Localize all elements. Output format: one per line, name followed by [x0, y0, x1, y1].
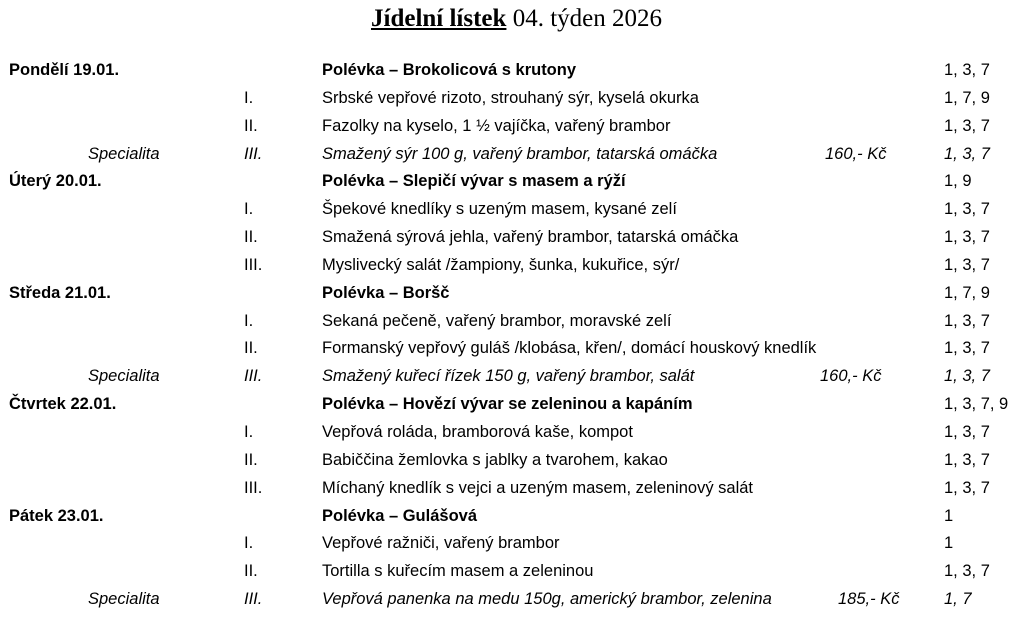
meal-number: II. — [244, 116, 258, 135]
allergens: 1, 3, 7 — [944, 61, 990, 79]
allergens: 1, 9 — [944, 172, 972, 191]
meal-row — [0, 419, 1033, 447]
allergens: 1, 3, 7 — [944, 367, 990, 386]
allergens: 1 — [944, 534, 954, 553]
allergens: 1, 7, 9 — [944, 88, 990, 107]
meal-name: Míchaný knedlík s vejci a uzeným masem, zeleninový salát — [322, 478, 754, 497]
meal-number: III. — [244, 478, 263, 497]
meal-row — [0, 530, 1033, 558]
meal-name: Vepřová panenka na medu 150g, americký brambor, zelenina — [322, 590, 772, 609]
meal-number: II. — [244, 339, 258, 358]
soup-name: Polévka – Slepičí vývar s masem a rýží — [322, 172, 626, 191]
specialty-label: Specialita — [88, 590, 160, 609]
meal-row — [0, 363, 1033, 391]
meal-row — [0, 308, 1033, 336]
meal-name: Formanský vepřový guláš /klobása, křen/, domácí houskový knedlík — [322, 339, 817, 358]
meal-row — [0, 586, 1033, 614]
allergens: 1, 7 — [944, 590, 972, 609]
menu-list — [0, 57, 1033, 614]
meal-number: I. — [244, 534, 254, 553]
allergens: 1, 3, 7 — [944, 450, 990, 469]
meal-row — [0, 475, 1033, 503]
meal-row — [0, 558, 1033, 586]
meal-row — [0, 252, 1033, 280]
allergens: 1, 3, 7 — [944, 478, 990, 497]
specialty-label: Specialita — [88, 367, 160, 386]
meal-name: Smažený sýr 100 g, vařený brambor, tatarská omáčka — [322, 144, 718, 163]
allergens: 1, 3, 7 — [944, 562, 990, 581]
specialty-label: Specialita — [88, 144, 160, 163]
allergens: 1, 3, 7 — [944, 422, 990, 441]
day-name: Pátek 23.01. — [9, 506, 104, 525]
allergens: 1, 3, 7 — [944, 116, 990, 135]
meal-name: Vepřová roláda, bramborová kaše, kompot — [322, 422, 633, 441]
meal-number: III. — [244, 144, 263, 163]
meal-name: Fazolky na kyselo, 1 ½ vajíčka, vařený brambor — [322, 116, 671, 135]
meal-name: Smažený kuřecí řízek 150 g, vařený brambor, salát — [322, 367, 695, 386]
meal-row — [0, 196, 1033, 224]
meal-name: Smažená sýrová jehla, vařený brambor, tatarská omáčka — [322, 228, 739, 247]
title-main: Jídelní lístek — [371, 5, 507, 32]
allergens: 1, 3, 7 — [944, 200, 990, 219]
soup-name: Polévka – Boršč — [322, 283, 450, 302]
meal-number: II. — [244, 228, 258, 247]
meal-number: I. — [244, 422, 254, 441]
day-soup-row — [0, 391, 1033, 419]
meal-number: III. — [244, 255, 263, 274]
meal-number: I. — [244, 200, 254, 219]
meal-number: I. — [244, 311, 254, 330]
allergens: 1, 3, 7 — [944, 311, 990, 330]
allergens: 1, 3, 7, 9 — [944, 395, 1009, 414]
day-name: Pondělí 19.01. — [9, 61, 120, 79]
meal-price: 160,- Kč — [820, 367, 882, 386]
meal-name: Špekové knedlíky s uzeným masem, kysané zelí — [322, 200, 677, 219]
meal-row — [0, 141, 1033, 169]
day-name: Středa 21.01. — [9, 283, 111, 302]
soup-name: Polévka – Brokolicová s krutony — [322, 61, 577, 79]
allergens: 1, 3, 7 — [944, 144, 990, 163]
meal-row — [0, 113, 1033, 141]
meal-number: I. — [244, 88, 254, 107]
meal-name: Tortilla s kuřecím masem a zeleninou — [322, 562, 594, 581]
soup-name: Polévka – Gulášová — [322, 506, 478, 525]
day-name: Úterý 20.01. — [9, 172, 102, 191]
meal-row — [0, 224, 1033, 252]
meal-price: 160,- Kč — [825, 144, 887, 163]
allergens: 1, 3, 7 — [944, 255, 990, 274]
meal-row — [0, 335, 1033, 363]
meal-name: Myslivecký salát /žampiony, šunka, kukuřice, sýr/ — [322, 255, 680, 274]
allergens: 1, 3, 7 — [944, 228, 990, 247]
day-soup-row — [0, 280, 1033, 308]
allergens: 1, 3, 7 — [944, 339, 990, 358]
meal-name: Sekaná pečeně, vařený brambor, moravské zelí — [322, 311, 672, 330]
meal-row — [0, 85, 1033, 113]
allergens: 1, 7, 9 — [944, 283, 990, 302]
meal-row — [0, 447, 1033, 475]
page-title — [0, 3, 1033, 35]
soup-name: Polévka – Hovězí vývar se zeleninou a kapáním — [322, 395, 693, 414]
meal-number: II. — [244, 450, 258, 469]
day-soup-row — [0, 503, 1033, 531]
meal-number: III. — [244, 590, 263, 609]
allergens: 1 — [944, 506, 954, 525]
day-soup-row — [0, 57, 1033, 85]
day-soup-row — [0, 168, 1033, 196]
meal-name: Vepřové ražniči, vařený brambor — [322, 534, 560, 553]
meal-name: Srbské vepřové rizoto, strouhaný sýr, kyselá okurka — [322, 88, 699, 107]
meal-name: Babiččina žemlovka s jablky a tvarohem, kakao — [322, 450, 668, 469]
day-name: Čtvrtek 22.01. — [9, 395, 117, 414]
meal-number: III. — [244, 367, 263, 386]
meal-number: II. — [244, 562, 258, 581]
title-week: 04. týden 2026 — [512, 5, 662, 32]
meal-price: 185,- Kč — [838, 590, 900, 609]
